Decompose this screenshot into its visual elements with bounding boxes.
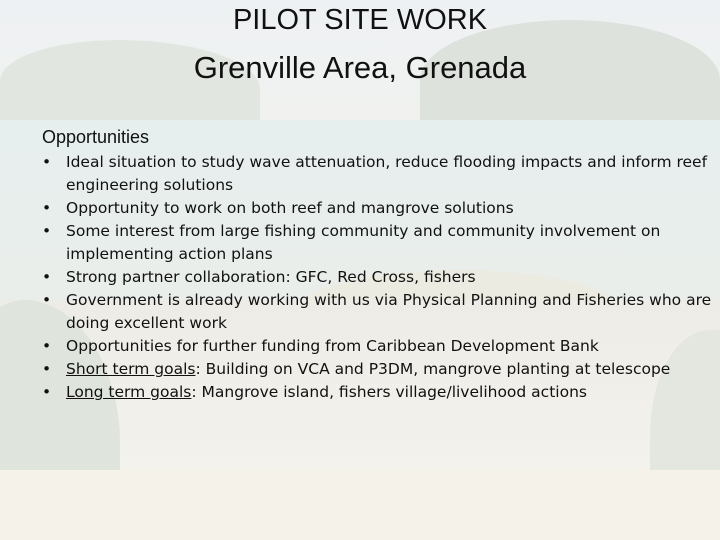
bullet-icon: •: [42, 337, 52, 355]
list-item: [42, 266, 712, 289]
bullet-icon: •: [42, 222, 52, 240]
list-item-text: Government is already working with us via Physical Planning and Fisheries who are doing excellent work: [66, 291, 712, 332]
bullet-icon: •: [42, 291, 52, 309]
bullet-list: [42, 151, 712, 404]
list-item-text: : Mangrove island, fishers village/livelihood actions: [191, 383, 587, 401]
list-item-text: Opportunities for further funding from Caribbean Development Bank: [66, 337, 599, 355]
section-heading: Opportunities: [42, 127, 150, 147]
list-item-text: Opportunity to work on both reef and mangrove solutions: [66, 199, 514, 217]
bullet-icon: •: [42, 360, 52, 378]
list-item-lead: Long term goals: [66, 383, 192, 401]
slide-title: PILOT SITE WORK: [232, 4, 488, 36]
list-item-text: Some interest from large fishing community and community involvement on implementing action plans: [66, 222, 661, 263]
list-item-text: : Building on VCA and P3DM, mangrove planting at telescope: [195, 360, 671, 378]
list-item: [42, 289, 712, 335]
list-item: [42, 335, 712, 358]
list-item: [42, 151, 712, 197]
bullet-icon: •: [42, 268, 52, 286]
list-item-text: Ideal situation to study wave attenuation, reduce flooding impacts and inform reef engineering solutions: [66, 153, 708, 194]
bullet-icon: •: [42, 199, 52, 217]
list-item: [42, 220, 712, 266]
list-item-lead: Short term goals: [66, 360, 196, 378]
list-item: [42, 381, 712, 404]
list-item: [42, 358, 712, 381]
slide-subtitle: Grenville Area, Grenada: [193, 50, 527, 85]
list-item: [42, 197, 712, 220]
bullet-icon: •: [42, 383, 52, 401]
bullet-icon: •: [42, 153, 52, 171]
list-item-text: Strong partner collaboration: GFC, Red Cross, fishers: [66, 268, 476, 286]
